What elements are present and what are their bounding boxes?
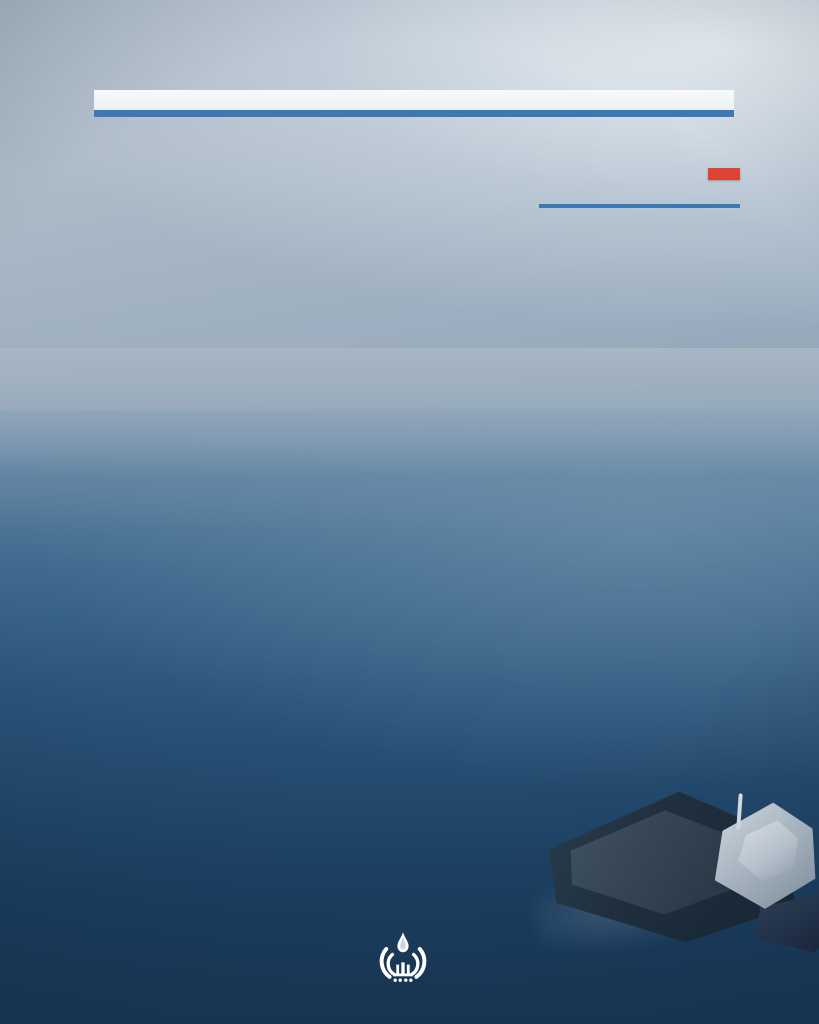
ports-grid bbox=[33, 208, 740, 220]
title-underline bbox=[94, 110, 734, 117]
date-badge bbox=[708, 168, 740, 180]
noc-flame-logo-icon bbox=[375, 930, 431, 988]
title-banner bbox=[94, 90, 734, 117]
footer-branding bbox=[0, 930, 819, 988]
